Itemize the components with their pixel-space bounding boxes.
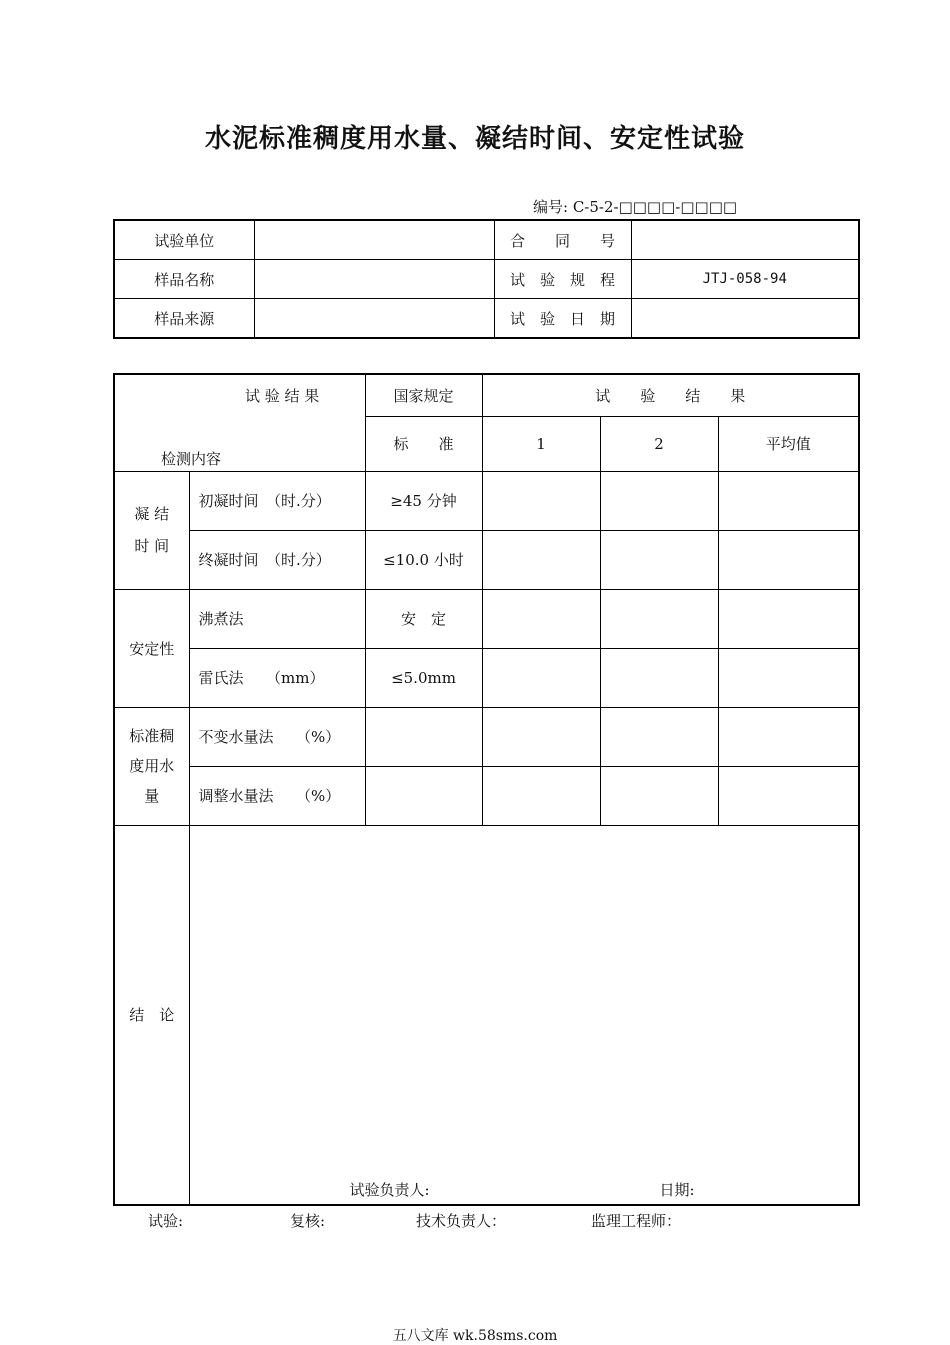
footer-tech: 技术负责人： <box>416 1212 507 1230</box>
sample-name-value[interactable] <box>254 260 494 299</box>
cell-r5-2[interactable] <box>600 707 718 766</box>
unit-label: 试验单位 <box>114 220 254 260</box>
conclusion-area[interactable] <box>189 825 859 1205</box>
contract-label: 合 同 号 <box>494 220 631 260</box>
row-fixed-water: 不变水量法 （%） <box>189 707 365 766</box>
conclusion-label: 结 论 <box>114 825 189 1205</box>
row-final-set: 终凝时间 （时.分） <box>189 530 365 589</box>
cell-r4-2[interactable] <box>600 648 718 707</box>
procedure-value: JTJ-058-94 <box>631 260 859 299</box>
footer-supervisor: 监理工程师： <box>591 1212 682 1230</box>
footer-test: 试验: <box>148 1212 184 1230</box>
row-initial-set-std: ≥45 分钟 <box>365 471 482 530</box>
cell-r2-avg[interactable] <box>718 530 859 589</box>
col2-header: 2 <box>600 416 718 471</box>
cell-r3-2[interactable] <box>600 589 718 648</box>
sign-date-label: 日期: <box>659 1180 695 1199</box>
document-title: 水泥标准稠度用水量、凝结时间、安定性试验 <box>204 124 745 154</box>
info-table <box>113 219 860 339</box>
diagonal-header-cell <box>114 374 365 471</box>
cell-r1-1[interactable] <box>482 471 600 530</box>
standard-header: 标 准 <box>365 416 482 471</box>
row-boiling-std: 安 定 <box>365 589 482 648</box>
procedure-label: 试 验 规 程 <box>494 260 631 299</box>
document-code: 编号: C-5-2-□□□□-□□□□ <box>533 198 738 216</box>
footer-review: 复核: <box>290 1212 326 1230</box>
diag-bottom-label: 检测内容 <box>161 449 222 468</box>
cell-r5-1[interactable] <box>482 707 600 766</box>
cell-r5-avg[interactable] <box>718 707 859 766</box>
results-table <box>113 373 860 1206</box>
group-consistency: 标准稠 度用水 量 <box>114 707 189 825</box>
results-header: 试 验 结 果 <box>482 374 859 416</box>
cell-r1-avg[interactable] <box>718 471 859 530</box>
cell-r6-1[interactable] <box>482 766 600 825</box>
cell-r2-2[interactable] <box>600 530 718 589</box>
cell-r4-1[interactable] <box>482 648 600 707</box>
col1-header: 1 <box>482 416 600 471</box>
date-label: 试 验 日 期 <box>494 299 631 339</box>
national-header: 国家规定 <box>365 374 482 416</box>
sample-name-label: 样品名称 <box>114 260 254 299</box>
contract-value[interactable] <box>631 220 859 260</box>
row-initial-set: 初凝时间 （时.分） <box>189 471 365 530</box>
cell-r5-std[interactable] <box>365 707 482 766</box>
group-setting-time: 凝 结 时 间 <box>114 471 189 589</box>
row-boiling: 沸煮法 <box>189 589 365 648</box>
row-le-chatelier-std: ≤5.0mm <box>365 648 482 707</box>
site-credit: 五八文库 wk.58sms.com <box>392 1328 558 1344</box>
cell-r6-avg[interactable] <box>718 766 859 825</box>
cell-r6-2[interactable] <box>600 766 718 825</box>
cell-r2-1[interactable] <box>482 530 600 589</box>
unit-value[interactable] <box>254 220 494 260</box>
avg-header: 平均值 <box>718 416 859 471</box>
sample-source-value[interactable] <box>254 299 494 339</box>
group-soundness: 安定性 <box>114 589 189 707</box>
diag-top-label: 试 验 结 果 <box>245 387 320 405</box>
sign-person-label: 试验负责人: <box>349 1180 430 1199</box>
cell-r4-avg[interactable] <box>718 648 859 707</box>
row-adjusted-water: 调整水量法 （%） <box>189 766 365 825</box>
cell-r6-std[interactable] <box>365 766 482 825</box>
date-value[interactable] <box>631 299 859 339</box>
sample-source-label: 样品来源 <box>114 299 254 339</box>
row-le-chatelier: 雷氏法 （mm） <box>189 648 365 707</box>
row-final-set-std: ≤10.0 小时 <box>365 530 482 589</box>
cell-r3-avg[interactable] <box>718 589 859 648</box>
cell-r3-1[interactable] <box>482 589 600 648</box>
cell-r1-2[interactable] <box>600 471 718 530</box>
